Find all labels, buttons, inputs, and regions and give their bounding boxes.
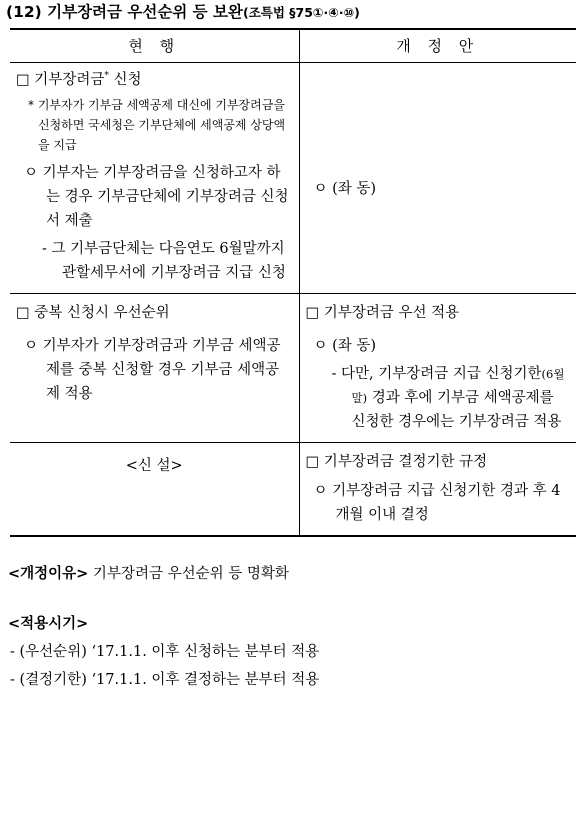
box-item-text: □ 기부장려금 [16,71,105,88]
box-item-duplicate-priority: □ 중복 신청시 우선순위 [16,304,170,321]
application-timing-label: <적용시기> [8,615,89,632]
box-item-decision-deadline: □ 기부장려금 결정기한 규정 [305,453,488,470]
amendment-reason [8,563,574,585]
column-header-revised: 개 정 안 [299,29,576,62]
circle-item: ㅇ 기부자는 기부장려금을 신청하고자 하는 경우 기부금단체에 기부장려금 신청서 제출 [24,164,289,229]
revised-cell [299,293,576,442]
dash-item-text-suffix: 경과 후에 기부금 세액공제를 신청한 경우에는 기부장려금 적용 [351,389,562,430]
circle-item: ㅇ (좌 동) [313,180,377,197]
table-row [10,293,576,442]
amendment-reason-label: <개정이유> [8,565,89,582]
dash-item [306,362,571,434]
current-cell [10,442,299,536]
revised-cell [299,62,576,293]
table-row [10,442,576,536]
section-heading [6,0,574,28]
box-item-text-suffix: 신청 [108,71,142,88]
application-timing [8,613,574,635]
box-item-incentive-priority: □ 기부장려금 우선 적용 [305,304,460,321]
current-cell [10,293,299,442]
heading-main: (12) 기부장려금 우선순위 등 보완 [6,3,243,21]
timing-item: - (우선순위) ‘17.1.1. 이후 신청하는 분부터 적용 [10,643,320,660]
box-item-donation-incentive [16,69,293,91]
dash-item: - 그 기부금단체는 다음연도 6월말까지 관할세무서에 기부장려금 지급 신청 [42,240,286,281]
comparison-table [10,28,576,537]
revised-cell [299,442,576,536]
heading-law-reference: (조특법 §75①·④·⑩) [243,5,360,20]
dash-item-deadline-note: (6월말) [351,366,565,405]
column-header-current: 현 행 [10,29,299,62]
amendment-reason-text: 기부장려금 우선순위 등 명확화 [88,565,289,582]
table-header-row [10,29,576,62]
circle-item: ㅇ (좌 동) [313,337,377,354]
new-provision-label: <신 설> [125,457,183,474]
circle-item: ㅇ 기부자가 기부장려금과 기부금 세액공제를 중복 신청할 경우 기부금 세액공제 적용 [24,337,281,402]
current-cell [10,62,299,293]
dash-item-text: - 다만, 기부장려금 지급 신청기한 [331,365,542,382]
timing-item: - (결정기한) ‘17.1.1. 이후 결정하는 분부터 적용 [10,671,320,688]
footnote-marker: * [104,70,109,81]
footnote-text: * 기부자가 기부금 세액공제 대신에 기부장려금을 신청하면 국세청은 기부단체에 세액공제 상당액을 지급 [28,97,286,152]
circle-item: ㅇ 기부장려금 지급 신청기한 경과 후 4개월 이내 결정 [313,482,561,523]
table-row [10,62,576,293]
